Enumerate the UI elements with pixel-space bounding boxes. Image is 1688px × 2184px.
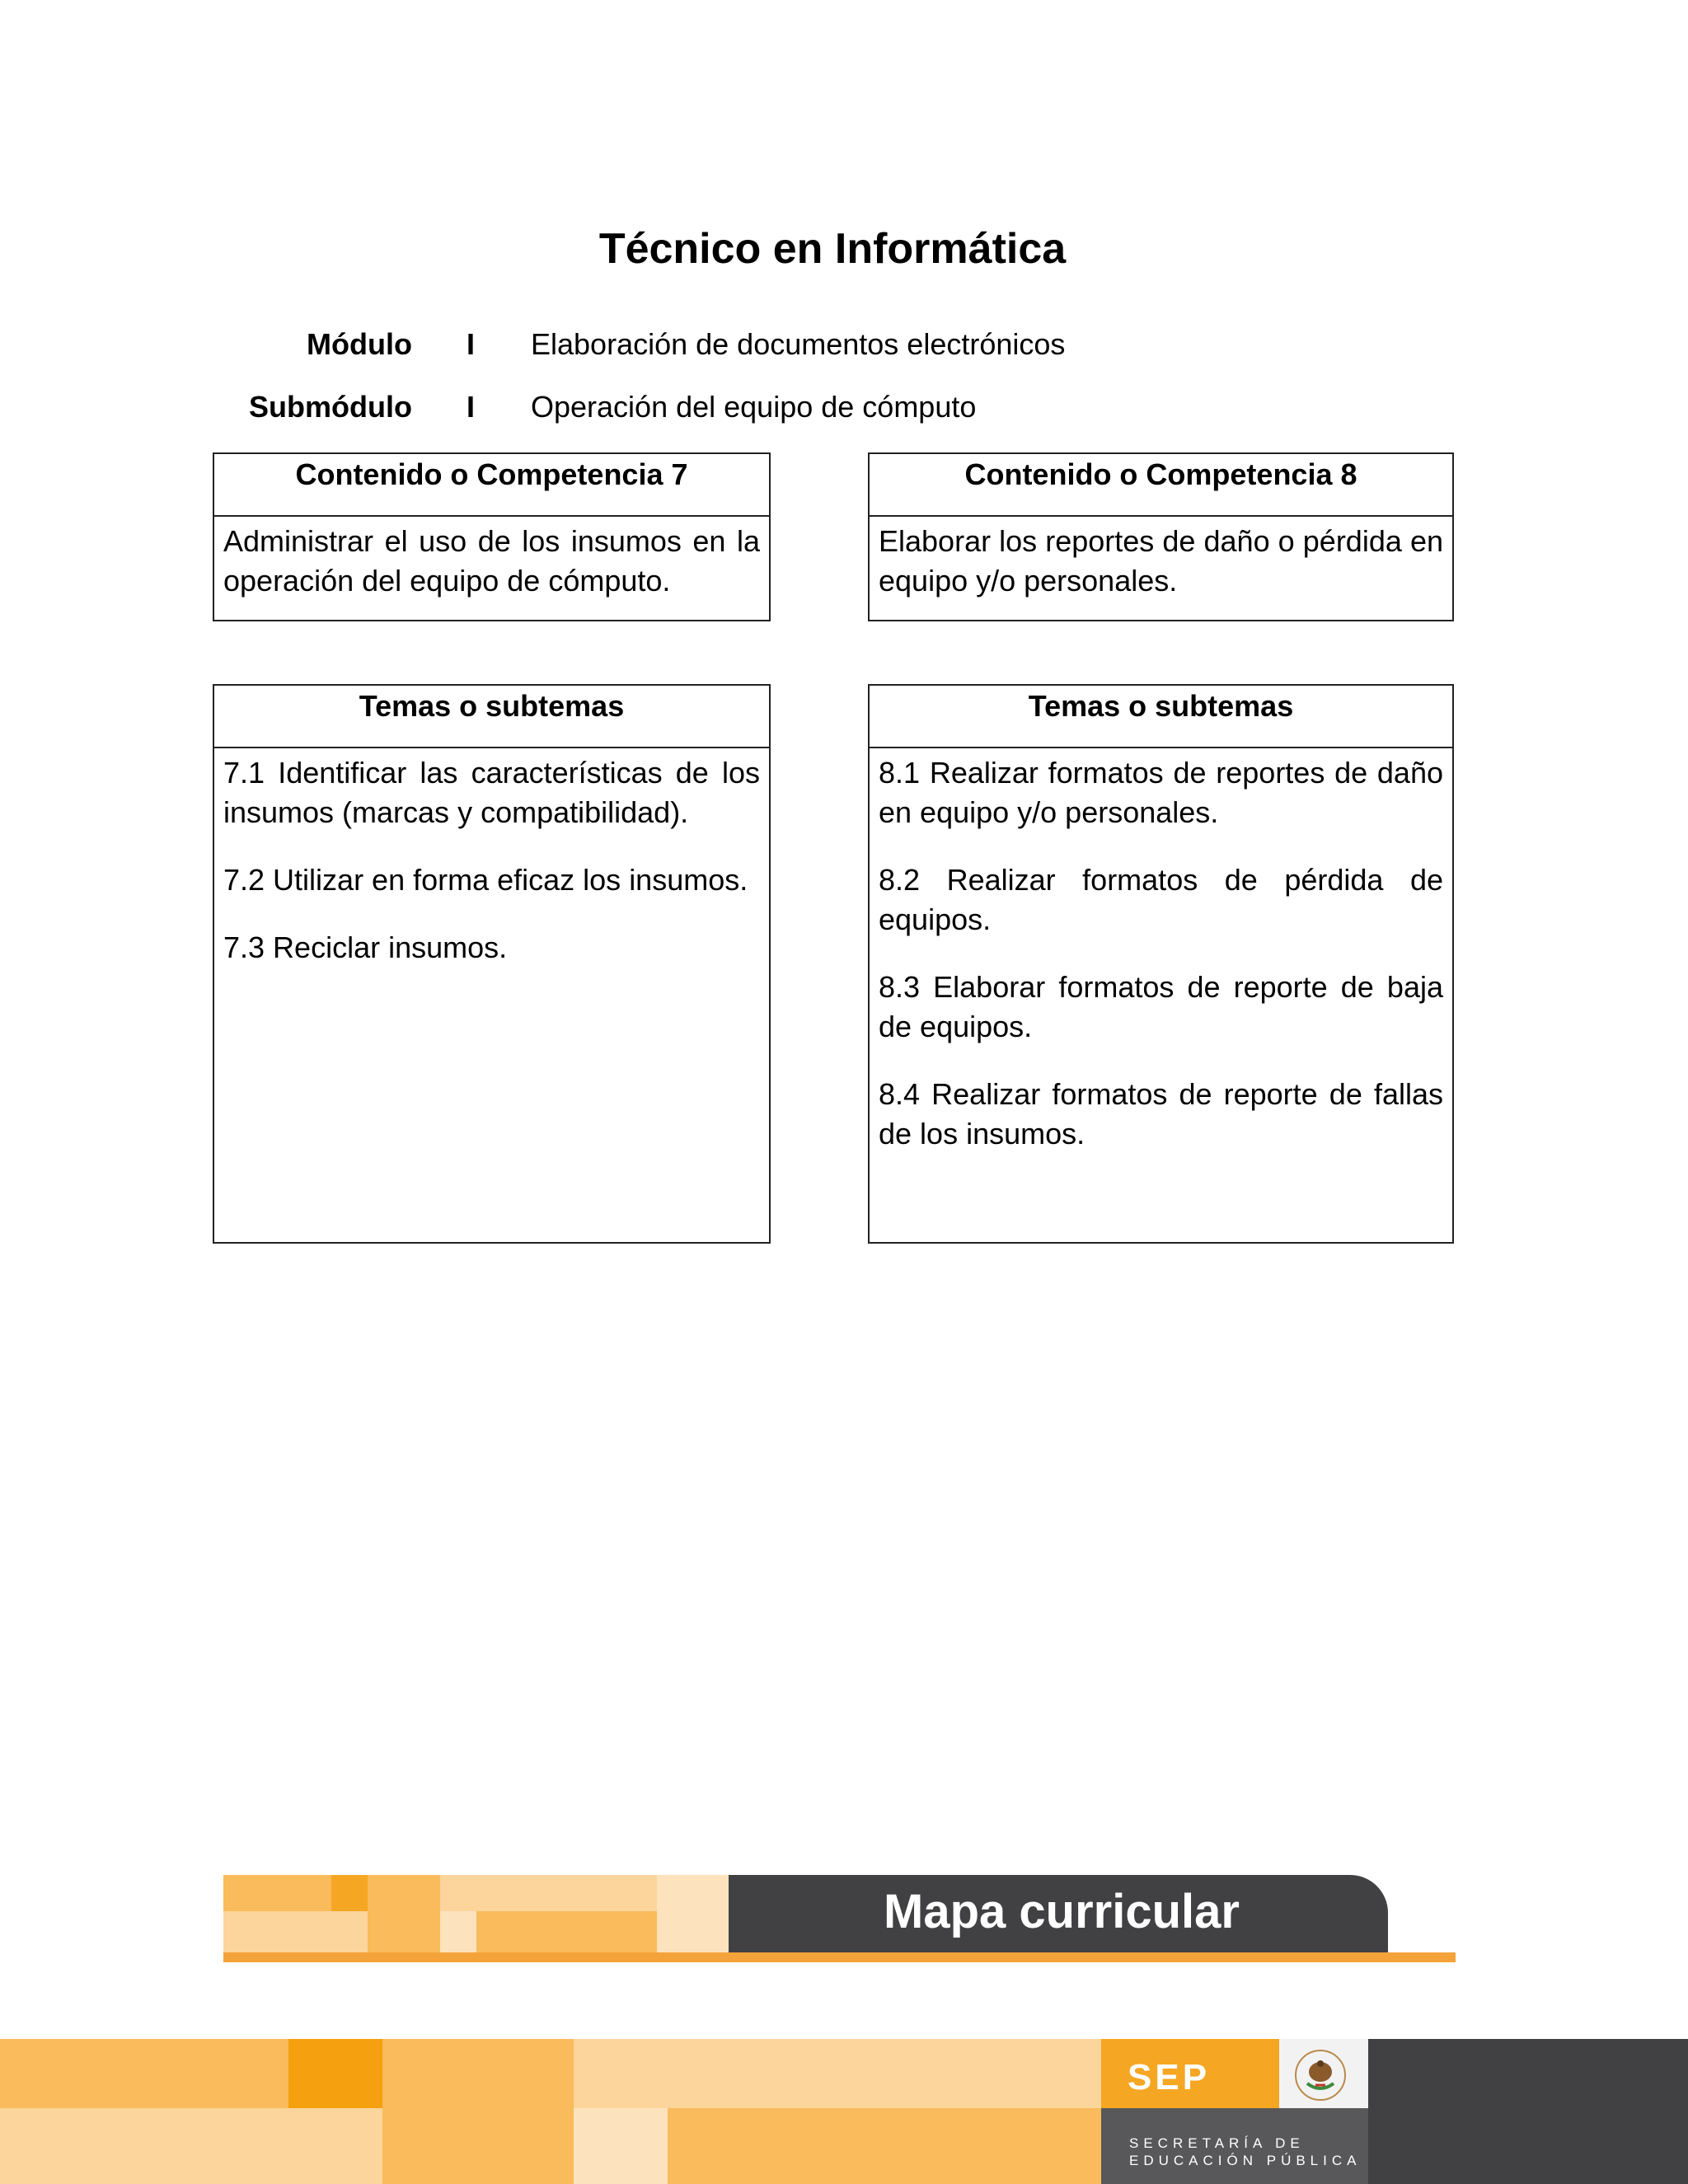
temas-8-box [868, 684, 1454, 1244]
submodulo-value: Operación del equipo de cómputo [531, 390, 977, 424]
tema-7-2: 7.2 Utilizar en forma eficaz los insumos. [223, 863, 748, 897]
tema-8-4: 8.4 Realizar formatos de reporte de fallas de los insumos. [879, 1077, 1443, 1151]
banner-block [476, 1911, 657, 1952]
banner-block [440, 1911, 476, 1952]
tema-8-2: 8.2 Realizar formatos de pérdida de equipos. [879, 863, 1443, 936]
temas-7-box [213, 684, 771, 1244]
submodulo-label: Submódulo [249, 390, 412, 424]
footer-block [0, 2108, 382, 2184]
submodulo-number: I [467, 390, 476, 424]
tema-7-1: 7.1 Identificar las características de los insumos (marcas y compatibilidad). [223, 756, 760, 829]
footer-block [382, 2039, 574, 2184]
mexican-coat-of-arms-icon [1291, 2046, 1350, 2105]
banner-block [368, 1875, 440, 1911]
banner-block [440, 1875, 657, 1911]
modulo-number: I [467, 327, 476, 361]
modulo-row [0, 327, 1154, 377]
competencia-7-text: Administrar el uso de los insumos en la operación del equipo de cómputo. [223, 524, 760, 598]
competencia-8-header: Contenido o Competencia 8 [870, 454, 1452, 517]
banner-block [223, 1875, 331, 1911]
competencia-8-box [868, 452, 1454, 621]
tema-8-1: 8.1 Realizar formatos de reportes de daño en equipo y/o personales. [879, 756, 1443, 829]
footer-block [0, 2039, 288, 2108]
competencia-7-header: Contenido o Competencia 7 [214, 454, 769, 517]
competencia-8-text: Elaborar los reportes de daño o pérdida en equipo y/o personales. [879, 524, 1443, 598]
competencia-7-box [213, 452, 771, 621]
sep-subtitle-line2: EDUCACIÓN PÚBLICA [1129, 2153, 1362, 2168]
modulo-value: Elaboración de documentos electrónicos [531, 327, 1066, 361]
temas-7-header: Temas o subtemas [214, 686, 769, 748]
banner-block [223, 1911, 368, 1952]
footer-block [668, 2108, 1101, 2184]
sep-logo: SEP [1128, 2057, 1211, 2097]
modulo-label: Módulo [307, 327, 412, 361]
footer-block [574, 2039, 1101, 2108]
banner-block [368, 1911, 440, 1952]
banner-underline [223, 1952, 1456, 1962]
page-title: Técnico en Informática [598, 225, 1067, 273]
banner-block [331, 1875, 368, 1911]
temas-8-header: Temas o subtemas [870, 686, 1452, 748]
sep-subtitle [1129, 2135, 1361, 2169]
tema-8-3: 8.3 Elaborar formatos de reporte de baja de equipos. [879, 970, 1443, 1043]
banner-block [657, 1875, 729, 1952]
footer-dark-block [1368, 2039, 1688, 2184]
footer-block [288, 2039, 382, 2108]
footer-block [574, 2108, 668, 2184]
sep-subtitle-line1: SECRETARÍA DE [1129, 2135, 1305, 2151]
submodulo-row [0, 390, 1154, 439]
tema-7-3: 7.3 Reciclar insumos. [223, 930, 508, 964]
banner-title: Mapa curricular [884, 1885, 1240, 1938]
